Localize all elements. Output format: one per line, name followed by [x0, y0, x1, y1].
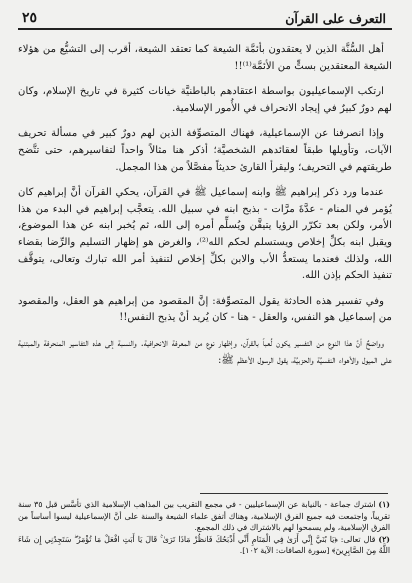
paragraph: أهل السُّنَّة الذين لا يعتقدون بأئمَّة الشيعة كما تعتقد الشيعة، أقرب إلى التشيُّع من هؤلاء الشيعة المعتقدين بستٍّ من الأئمَّة⁽¹⁾!!: [18, 44, 392, 72]
paragraph: وواضحٌ أنَّ هذا النوع من التفسير يكون لُعباً بالقرآن، وإظهار نوع من المعرفة الانحرافية. والنسبة إلى هذه التفاسير المنحرفة والمبتنية على الميول والأهواء النفسيَّة والحزبيَّة، يقول الرسول الأعظم ﷺ:: [18, 337, 392, 366]
body-text: [18, 42, 392, 369]
footnote-text: اشترك جماعة - بالنيابة عن الإسماعيليين - في مجمع التقريب بين المذاهب الإسلامية الذي تأسَّس قبل ٣٥ سنة تقريباً، واجتمعت فيه جميع الفرق الإسلامية، وهناك أتفق علماء الشيعة والسنة على أنَّ الإسماعيلية ليسوا أساساً من الفرق الإسلامية، ولم يسمحوا لهم بالاشتراك في ذلك المجمع.: [18, 500, 390, 532]
footnote-rule: [200, 493, 388, 494]
paragraph: عندما ورد ذكر إبراهيم ﷺ وابنه إسماعيل ﷺ في القرآن، يحكي القرآن أنَّ إبراهيم كان يُؤمر في المنام - عدَّةَ مرَّات - بذبح ابنه في سبيل الله. يتعجَّب إبراهيم في البدء من هذا الأمر، ولكن بعد تكرّر الرؤيا يتيقَّن ويُسلِّم أمره إلى الله، ثم يُخبر ابنه عن هذا الموضوع، ويقبل ابنه بكلِّ إخلاص ويستسلم لحكم الله⁽²⁾، والغرض هو إظهار التسليم والرِّضا بقضاء الله، ولذلك فعندما يستعدُّ الأب والابن بكلِّ إخلاص لتنفيذ أمر الله تبارك وتعالى، يتوقَّف تنفيذ الحكم بإذن الله.: [18, 187, 392, 282]
paragraph: وفي تفسير هذه الحادثة يقول المتصوِّفة: إنَّ المقصود من إبراهيم هو العقل، والمقصود من إسماعيل هو النفس، والعقل - هنا - كان يُريد أنْ يذبح النفس!!: [18, 295, 392, 324]
footnote: [18, 534, 390, 557]
footnote-number: (١): [378, 500, 390, 509]
running-title: التعرف على القرآن: [285, 11, 386, 26]
page-header: [18, 6, 392, 26]
header-rule: [18, 28, 392, 30]
footnotes: [18, 499, 390, 557]
footnote-number: (٢): [378, 534, 390, 544]
footnote-text: قال تعالى: ﴿يَا بُنَيَّ إِنِّي أَرَىٰ فِي الْمَنَامِ أَنِّي أَذْبَحُكَ فَانظُرْ مَاذَا تَرَىٰ ۚ قَالَ يَا أَبَتِ افْعَلْ مَا تُؤْمَرُ ۖ سَتَجِدُنِي إِن شَاءَ اللَّهُ مِنَ الصَّابِرِينَ﴾ [سورة الصافات: الآية ١٠٢].: [18, 534, 390, 555]
page-number: ٢٥: [22, 10, 38, 26]
paragraph: ارتكب الإسماعيليون بواسطة اعتقادهم بالباطنيَّة خيانات كثيرة في تاريخ الإسلام، وكان لهم دورٌ كبيرٌ في إيجاد الانحراف في الأُمور الإسلامية.: [18, 86, 392, 114]
footnote: [18, 499, 390, 534]
paragraph: وإذا انصرفنا عن الإسماعيلية، فهناك المتصوِّفة الذين لهم دورٌ كبير في مسألة تحريف الآيات، وتأويلها طبقاً لعقائدهم الشخصيَّة؛ أذكر هنا مثالاً واحداً لتفاسيرهم، حتى تتَّضح طريقتهم في التحريف؛ وليقرأ القارئ حديثاً مفصَّلاً من هذا المجمل.: [18, 128, 392, 173]
